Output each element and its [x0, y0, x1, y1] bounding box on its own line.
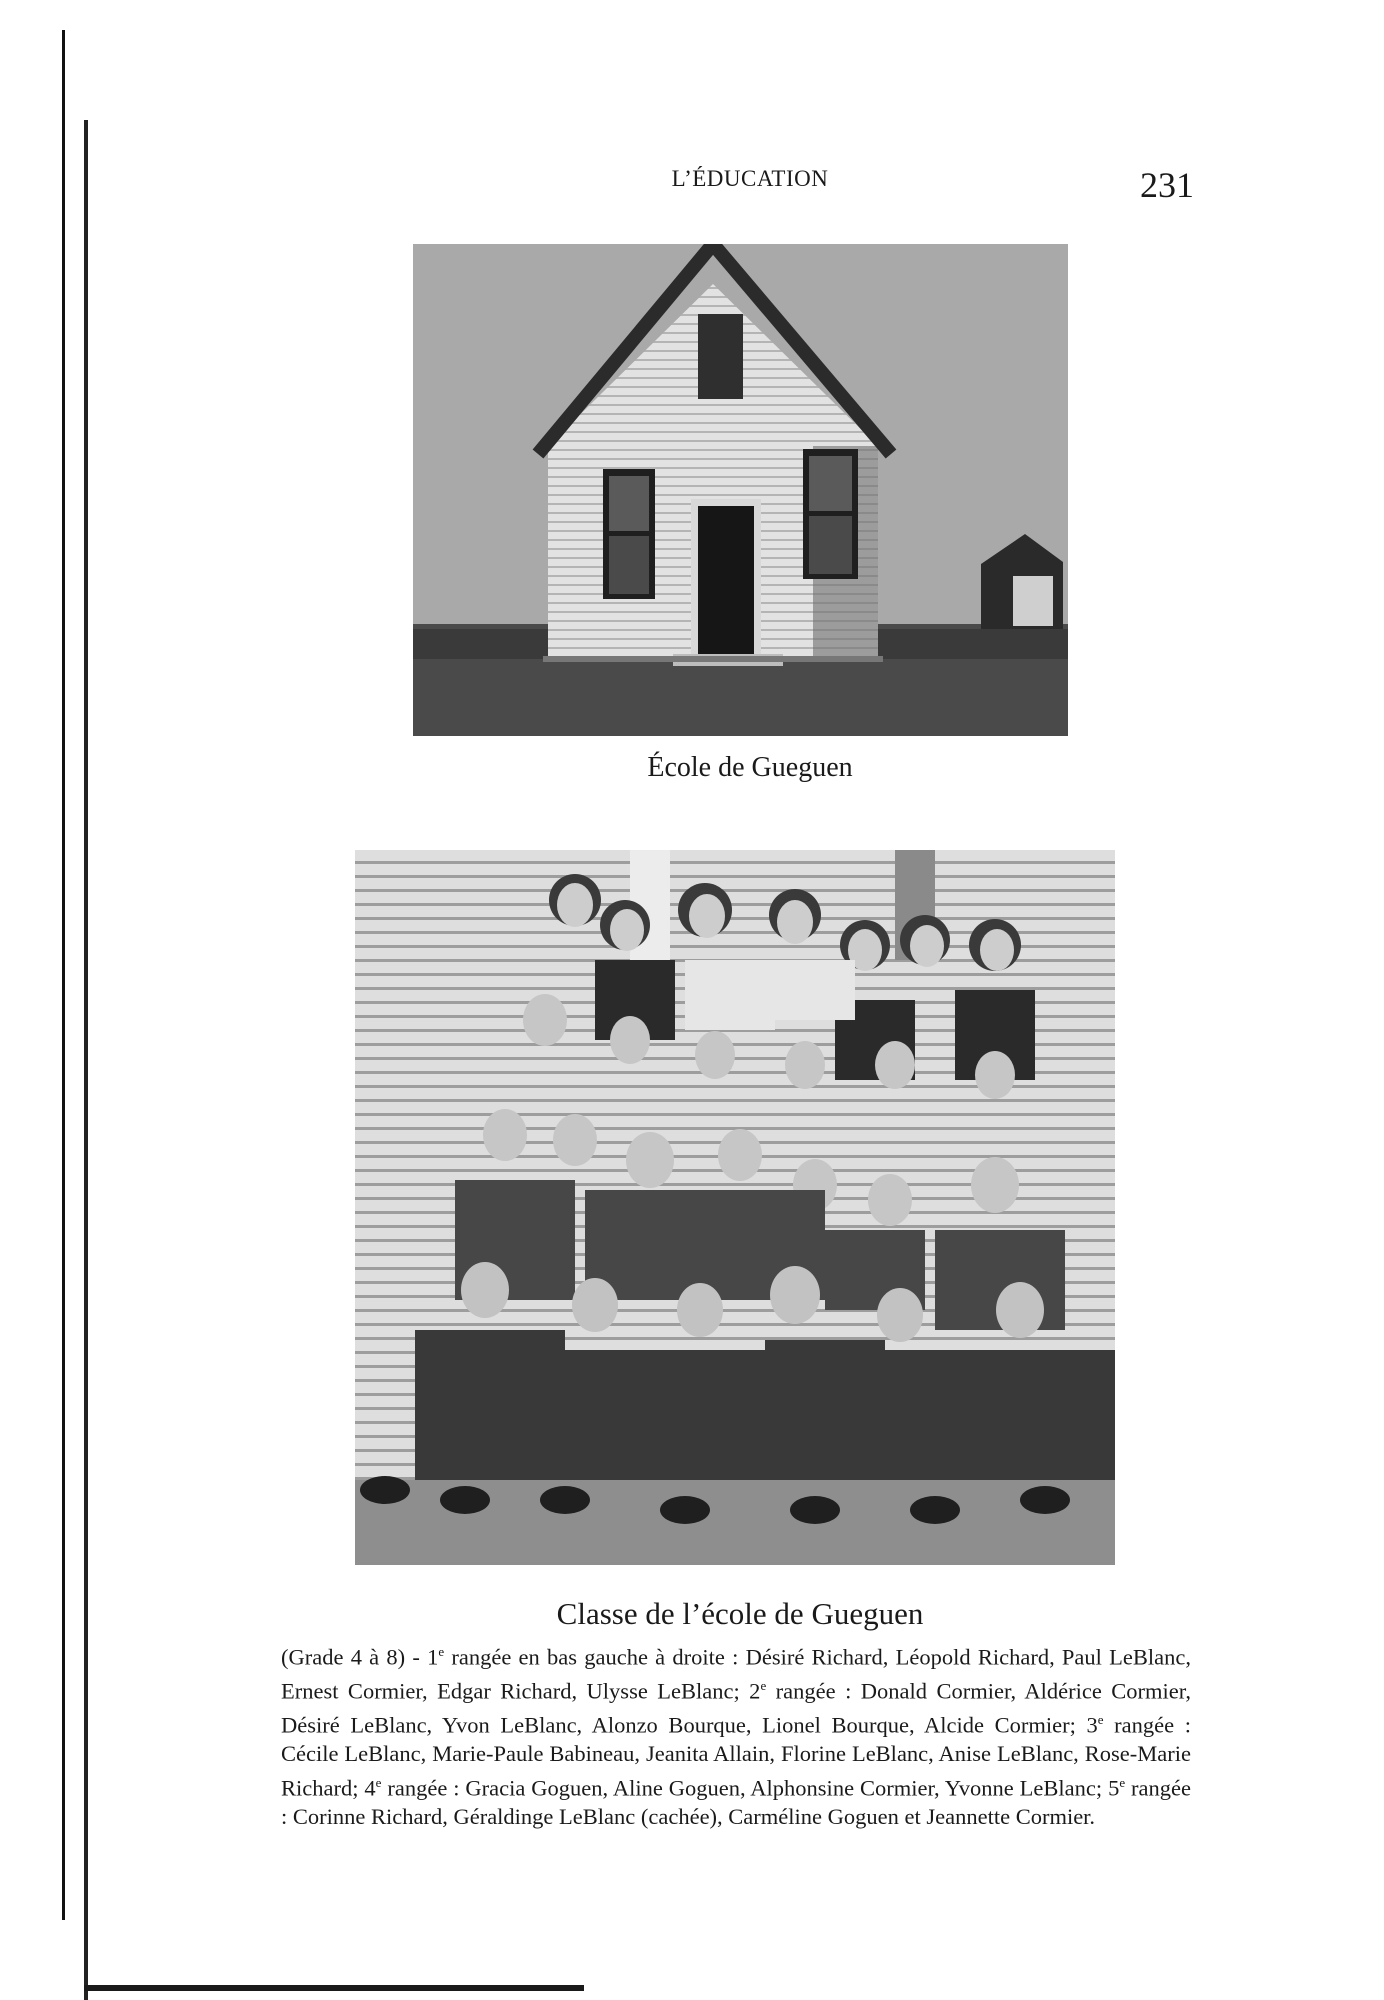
schoolhouse-photo	[413, 244, 1068, 736]
ordinal-superscript: e	[438, 1644, 445, 1659]
running-title: L’ÉDUCATION	[671, 166, 829, 191]
caption-row-1: rangée en bas gauche à droite : Désiré Richard, Léopold Richard, Paul LeBlanc, Ernest Cormier, Edgar Richard, Ulysse LeBlanc; 2	[281, 1644, 1191, 1704]
class-photo-caption	[281, 1638, 1191, 1832]
scan-edge-bottom	[84, 1985, 584, 1991]
ordinal-superscript: e	[760, 1678, 767, 1694]
class-group-photo	[355, 850, 1115, 1565]
schoolhouse-caption: École de Gueguen	[647, 752, 853, 783]
ordinal-superscript: e	[375, 1774, 382, 1790]
class-photo-title: Classe de l’école de Gueguen	[556, 1596, 924, 1631]
scan-edge-binding	[84, 120, 88, 2000]
scan-edge-left	[62, 30, 65, 1920]
caption-row-3: rangée : Cécile LeBlanc, Marie-Paule Babineau, Jeanita Allain, Florine LeBlanc, Anise LeBlanc, Rose-Marie Richard; 4	[281, 1712, 1191, 1801]
caption-row-5: rangée : Corinne Richard, Géraldinge LeBlanc (cachée), Carméline Goguen et Jeannette Cormier.	[281, 1775, 1191, 1829]
ordinal-superscript: e	[1119, 1774, 1126, 1790]
caption-row-4: rangée : Gracia Goguen, Aline Goguen, Alphonsine Cormier, Yvonne LeBlanc; 5	[381, 1775, 1120, 1801]
ordinal-superscript: e	[1097, 1712, 1104, 1728]
caption-row-2: rangée : Donald Cormier, Aldérice Cormier, Désiré LeBlanc, Yvon LeBlanc, Alonzo Bourque, Lionel Bourque, Alcide Cormier; 3	[281, 1678, 1191, 1738]
page-number: 231	[1140, 165, 1194, 205]
caption-intro: (Grade 4 à 8) - 1	[281, 1644, 439, 1670]
